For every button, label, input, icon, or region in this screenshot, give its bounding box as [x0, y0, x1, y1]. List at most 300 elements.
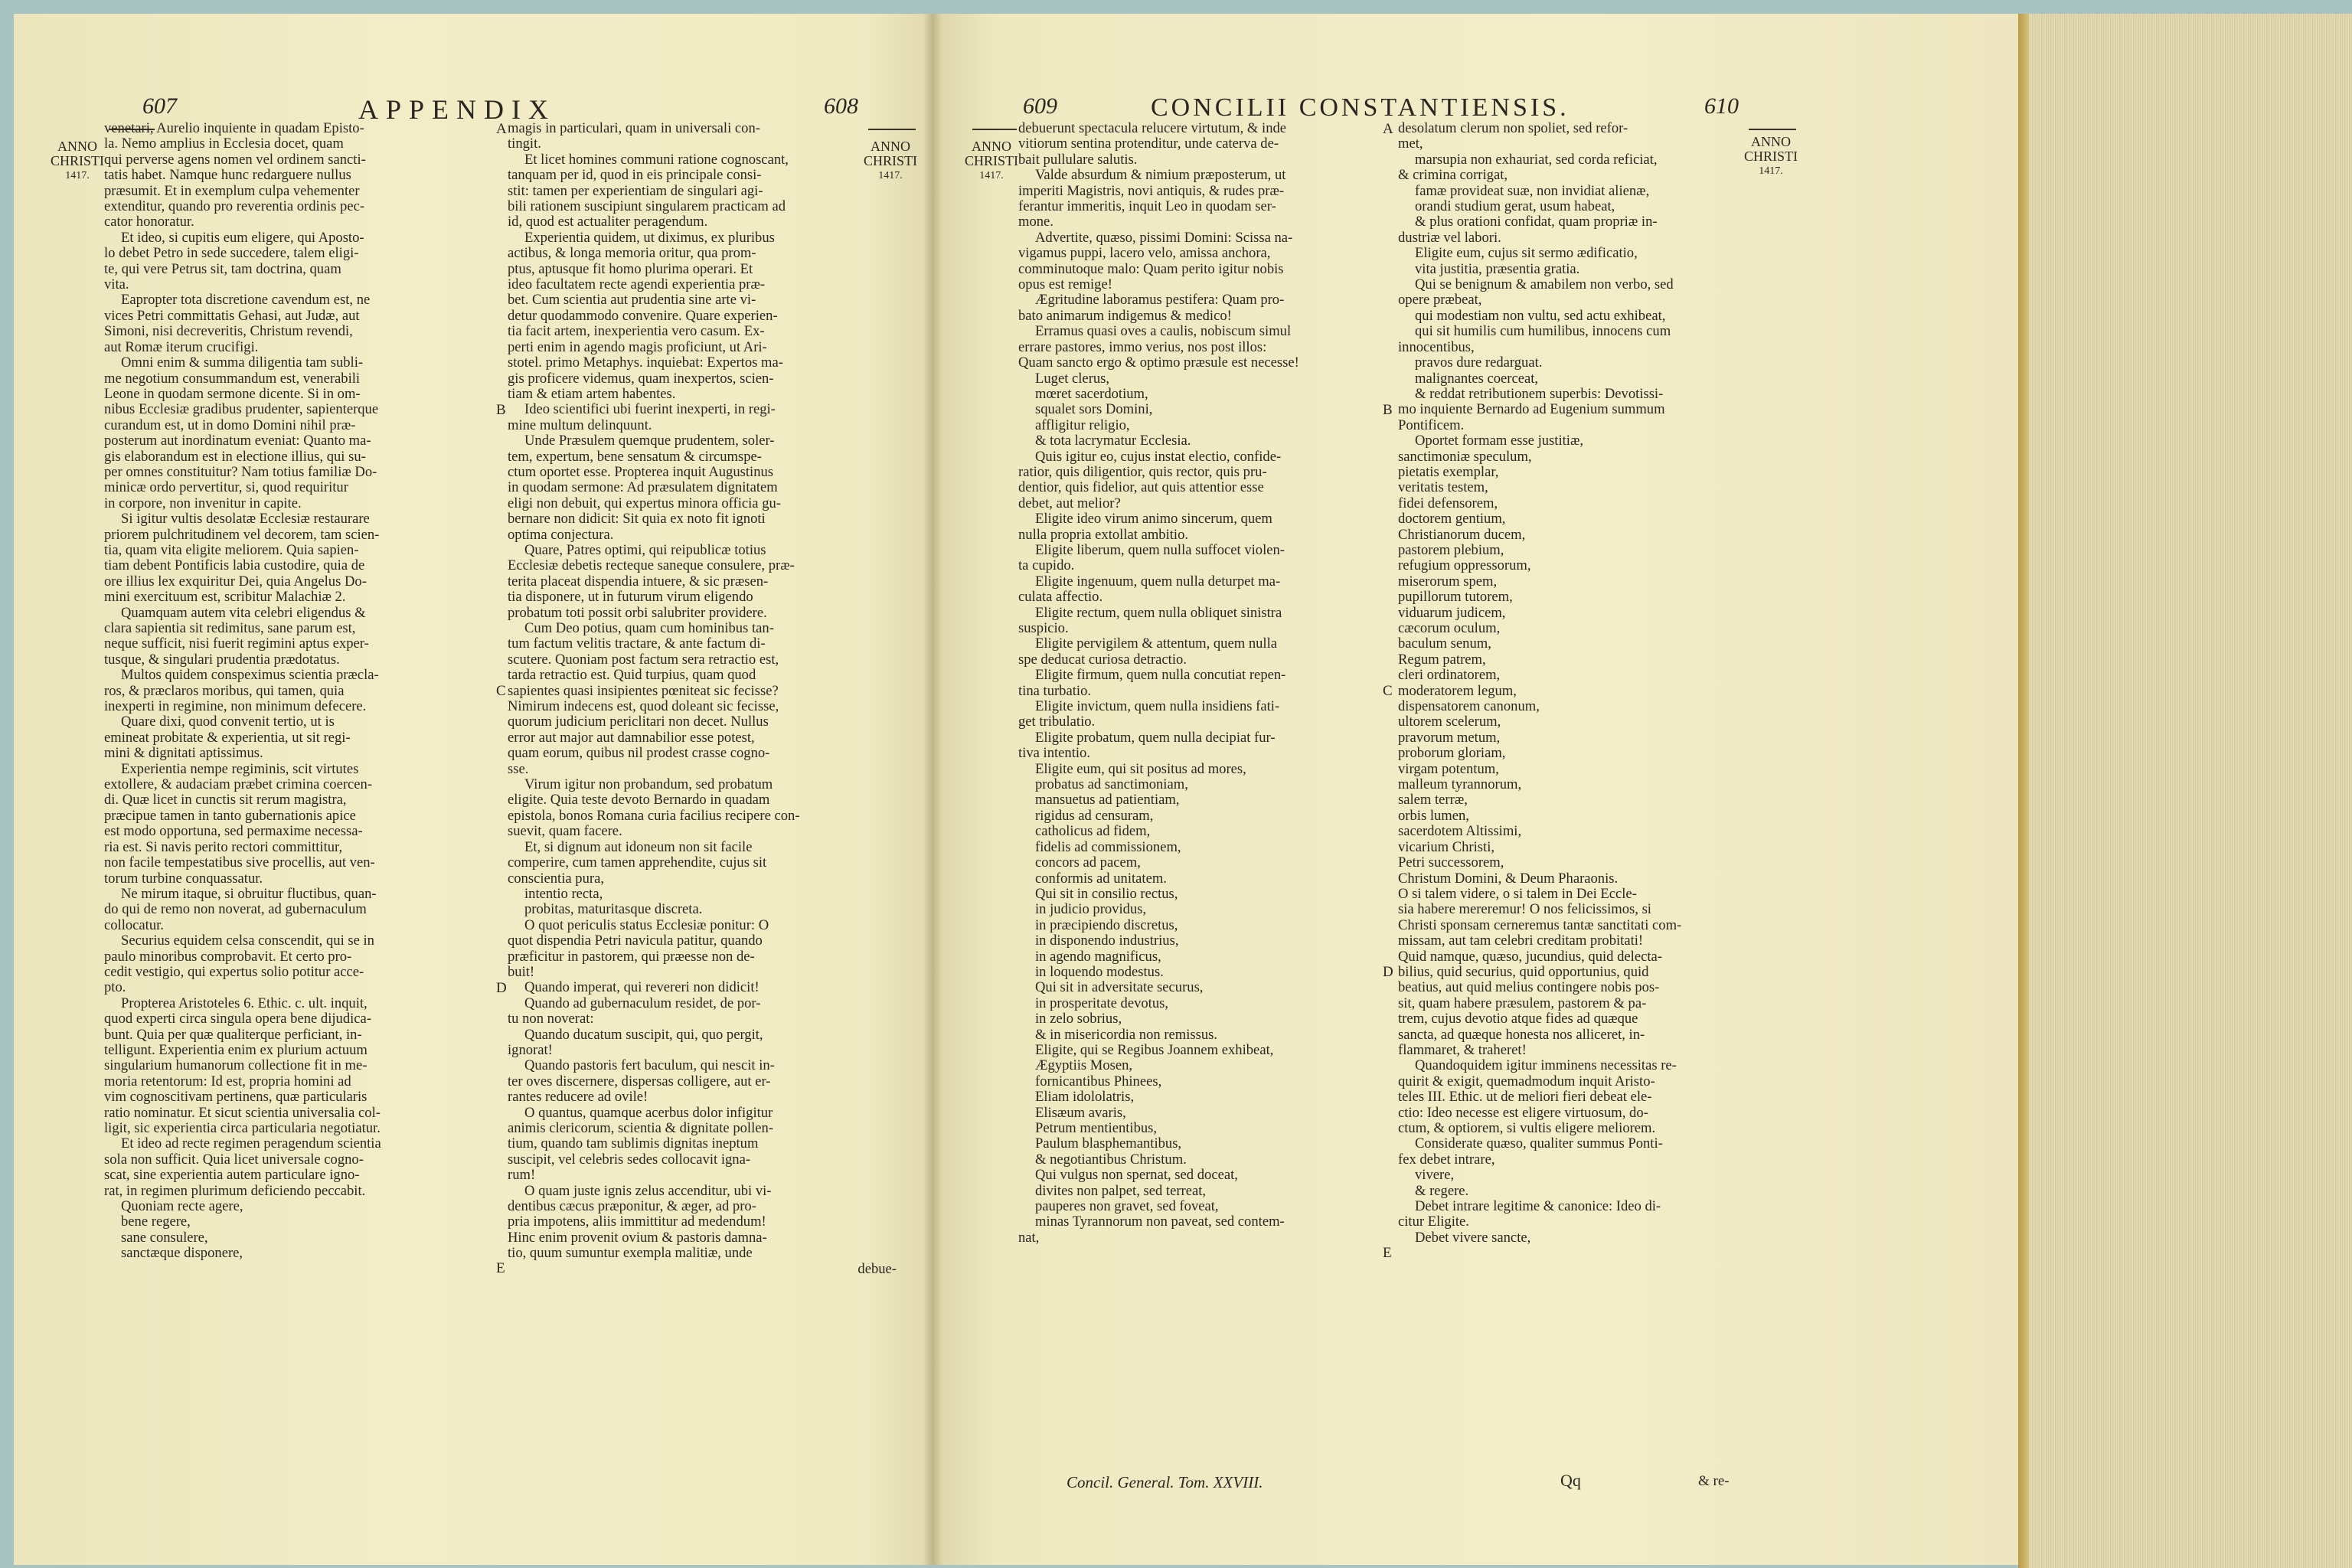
text-line: curandum est, ut in domo Domini nihil præ-: [104, 417, 356, 433]
text-line: pria impotens, aliis immittitur ad medendum!: [508, 1214, 766, 1230]
text-line: me negotium consummandum est, venerabili: [104, 371, 361, 387]
text-line: vigamus puppi, lacero velo, amissa anchora,: [1018, 246, 1271, 262]
text-line: telligunt. Experientia enim ex plurium actuum: [104, 1042, 368, 1058]
text-line: in judicio providus,: [1035, 902, 1147, 918]
text-line: cator honoratur.: [104, 214, 194, 230]
text-line: clara sapientia sit redimitus, sane parum est,: [104, 621, 356, 636]
text-line: errare pastores, immo verius, nos post illos:: [1018, 339, 1267, 355]
text-line: Quando pastoris fert baculum, qui nescit in-: [524, 1058, 775, 1074]
text-line: O quot periculis status Ecclesiæ ponitur: O: [524, 917, 769, 933]
text-line: stit: tamen per experientiam de singulari agi-: [508, 183, 763, 199]
text-line: Paulum blasphemantibus,: [1035, 1136, 1182, 1152]
text-line: salem terræ,: [1398, 792, 1468, 808]
text-line: in loquendo modestus.: [1035, 964, 1164, 980]
text-line: animis clericorum, scientia & dignitate pollen-: [508, 1121, 773, 1136]
text-line: in corpore, non invenitur in capite.: [104, 495, 302, 511]
text-line: Ægyptiis Mosen,: [1035, 1058, 1133, 1074]
text-line: terita placeat dispendia intuere, & sic præsen-: [508, 573, 769, 590]
text-line: in zelo sobrius,: [1035, 1011, 1122, 1027]
right-page-column-1: [1018, 121, 1386, 1246]
text-line: Quare dixi, quod convenit tertio, ut is: [121, 714, 335, 730]
text-line: Et licet homines communi ratione cognoscant,: [524, 152, 789, 168]
text-line: fex debet intrare,: [1398, 1152, 1495, 1168]
text-line: Eligite ideo virum animo sincerum, quem: [1035, 511, 1272, 528]
text-line: in prosperitate devotus,: [1035, 995, 1169, 1011]
text-line: Unde Præsulem quemque prudentem, soler-: [524, 433, 775, 449]
text-line: comperire, cum tamen apprehendite, cujus sit: [508, 855, 767, 871]
text-line: & in misericordia non remissus.: [1035, 1027, 1218, 1043]
text-line: Virum igitur non probandum, sed probatum: [524, 777, 773, 793]
sigle-e-right: E: [1383, 1245, 1392, 1261]
text-line: tia, quam vita eligite meliorem. Quia sapien-: [104, 542, 359, 558]
text-line: sola non sufficit. Quia licet universale cogno-: [104, 1152, 364, 1168]
text-line: singularium humanorum collectione fit in me-: [104, 1058, 368, 1074]
text-line: detur quodammodo convenire. Quare experien-: [508, 308, 778, 324]
text-line: ratior, quis diligentior, quis rector, quis pru-: [1018, 464, 1267, 480]
text-line: perti enim in agendo magis proficiunt, ut Ari-: [508, 339, 767, 355]
text-line: vitiorum sentina protenditur, unde caterva de-: [1018, 136, 1279, 152]
text-line: ter oves discernere, dispersas colligere, aut er-: [508, 1073, 771, 1089]
text-line: baculum senum,: [1398, 636, 1491, 652]
text-line: fornicantibus Phinees,: [1035, 1073, 1162, 1089]
text-line: conscientia pura,: [508, 871, 604, 887]
text-line: get tribulatio.: [1018, 714, 1096, 730]
text-line: qui sit humilis cum humilibus, innocens cum: [1415, 324, 1671, 340]
text-line: pauperes non gravet, sed foveat,: [1035, 1199, 1219, 1215]
text-line: mini & dignitati aptissimus.: [104, 746, 263, 762]
text-line: inexperti in regimine, non minimum defecere.: [104, 699, 367, 715]
text-line: debuerunt spectacula relucere virtutum, & inde: [1018, 121, 1287, 136]
text-line: met,: [1398, 136, 1423, 152]
text-line: Hinc enim provenit ovium & pastoris damna-: [508, 1230, 767, 1246]
left-page: [14, 14, 933, 1565]
text-line: probitas, maturitasque discreta.: [524, 902, 703, 918]
text-line: tia facit artem, inexperientia vero casum. Ex-: [508, 324, 765, 340]
text-line: tio, quum sumuntur exempla malitiæ, unde: [508, 1246, 753, 1262]
text-line: rigidus ad censuram,: [1035, 808, 1154, 824]
text-line: pupillorum tutorem,: [1398, 590, 1513, 606]
text-line: la. Nemo amplius in Ecclesia docet, quam: [104, 136, 344, 152]
text-line: in disponendo industrius,: [1035, 933, 1179, 949]
text-line: actibus, & longa memoria oritur, qua prom-: [508, 246, 756, 262]
text-line: Quid namque, quæso, jucundius, quid delecta-: [1398, 949, 1662, 965]
text-line: ros, & præclaros moribus, qui tamen, quia: [104, 683, 345, 699]
text-line: & tota lacrymatur Ecclesia.: [1035, 433, 1191, 449]
signature-mark: Qq: [1560, 1471, 1581, 1490]
text-line: conformis ad unitatem.: [1035, 871, 1167, 887]
text-line: virgam potentum,: [1398, 761, 1499, 777]
text-line: Eligite pervigilem & attentum, quem nulla: [1035, 636, 1278, 652]
text-line: bait pullulare salutis.: [1018, 152, 1138, 168]
text-line: bilius, quid securius, quid opportunius, quid: [1398, 964, 1649, 980]
text-line: Simoni, nisi decreveritis, Christum revendi,: [104, 324, 353, 340]
text-line: mansuetus ad patientiam,: [1035, 792, 1180, 808]
text-line: Advertite, quæso, pissimi Domini: Scissa na-: [1035, 230, 1293, 246]
text-line: eligi non debuit, qui expertus minora officia gu-: [508, 495, 781, 511]
text-line: Eligite probatum, quem nulla decipiat fur-: [1035, 730, 1276, 746]
text-line: ctum oportet esse. Propterea inquit Augustinus: [508, 464, 774, 480]
catchword: & re-: [1698, 1473, 1730, 1489]
sigle-a-right: A: [1383, 121, 1393, 137]
text-line: proborum gloriam,: [1398, 746, 1506, 762]
text-line: est modo opportuna, sed permaxime necessa-: [104, 824, 363, 840]
text-line: & regere.: [1415, 1183, 1469, 1199]
margin-note-anno-christi-inner: ANNO CHRISTI 1417.: [864, 139, 918, 181]
text-line: emineat probitate & experientia, ut sit regi-: [104, 730, 351, 746]
text-line: sane consulere,: [121, 1230, 208, 1246]
footer-collection-title: Concil. General. Tom. XXVIII.: [1067, 1473, 1263, 1491]
text-line: sse.: [508, 761, 529, 777]
text-line: qui perverse agens nomen vel ordinem sancti-: [104, 152, 366, 168]
text-line: Eligite eum, cujus sit sermo ædificatio,: [1415, 246, 1638, 262]
text-line: præcipue tamen in tanto gubernationis apice: [104, 808, 356, 824]
text-line: innocentibus,: [1398, 339, 1475, 355]
text-line: mœret sacerdotium,: [1035, 386, 1148, 402]
text-line: Quamquam autem vita celebri eligendus &: [121, 605, 366, 621]
text-line: Pontificem.: [1398, 417, 1465, 433]
text-line: tiam & etiam artem habentes.: [508, 386, 676, 402]
text-line: imperiti Magistris, novi antiquis, & rudes præ-: [1018, 183, 1285, 199]
text-line: id, quod est actualiter peragendum.: [508, 214, 708, 230]
text-line: Quandoquidem igitur imminens necessitas re-: [1415, 1058, 1677, 1074]
text-line: bene regere,: [121, 1214, 191, 1230]
text-line: Quando ad gubernaculum residet, de por-: [524, 995, 761, 1011]
text-line: ignorat!: [508, 1042, 553, 1058]
text-line: dentior, quis fidelior, aut quis attentior esse: [1018, 480, 1264, 496]
text-line: torum turbine conquassatur.: [104, 871, 263, 887]
text-line: gis elaborandum est in electione illius, qui su-: [104, 449, 366, 465]
sigle-d: D: [496, 980, 507, 996]
page-number-608: 608: [824, 93, 858, 119]
text-line: rantes reducere ad ovile!: [508, 1089, 648, 1106]
text-line: collocatur.: [104, 917, 164, 933]
text-line: & reddat retributionem superbis: Devotissi-: [1415, 386, 1664, 402]
text-line: extenditur, quando pro reverentia ordinis pec-: [104, 199, 365, 215]
page-number-609: 609: [1023, 93, 1057, 119]
text-line: Multos quidem conspeximus scientia præcla-: [121, 668, 379, 684]
text-line: præsumit. Et in exemplum culpa vehementer: [104, 183, 360, 199]
text-line: tia disponere, ut in futurum virum eligendo: [508, 590, 753, 606]
text-line: fidelis ad commissionem,: [1035, 839, 1181, 855]
text-line: miserorum spem,: [1398, 573, 1498, 590]
text-line: spe deducat curiosa detractio.: [1018, 652, 1187, 668]
text-line: Qui vulgus non spernat, sed doceat,: [1035, 1168, 1238, 1184]
text-line: O quam juste ignis zelus accenditur, ubi vi-: [524, 1183, 772, 1199]
text-line: vita justitia, præsentia gratia.: [1415, 261, 1580, 277]
text-line: bili rationem suscipiunt singularem practicam ad: [508, 199, 786, 215]
text-line: missam, aut tam celebri creditam probitati!: [1398, 933, 1644, 949]
left-page-column-2: [508, 121, 897, 1277]
text-line: neque sufficit, nisi fuerit regimini aptus exper-: [104, 636, 369, 652]
text-line: Considerate quæso, qualiter summus Ponti-: [1415, 1136, 1663, 1152]
text-line: Eliam idololatris,: [1035, 1089, 1135, 1106]
text-line: Petri successorem,: [1398, 855, 1504, 871]
text-line: tium, quando tam sublimis dignitas ineptum: [508, 1136, 759, 1152]
text-line: Erramus quasi oves a caulis, nobiscum simul: [1035, 324, 1292, 340]
text-line: bernare non didicit: Sit quia ex noto fit ignoti: [508, 511, 766, 528]
text-line: do qui de remo non noverat, ad gubernaculum: [104, 902, 367, 918]
page-number-610: 610: [1704, 93, 1739, 119]
text-line: pravorum metum,: [1398, 730, 1501, 746]
text-line: bunt. Quia per quæ qualiterque perficiant, in-: [104, 1027, 362, 1043]
margin-note-anno-christi: ANNO CHRISTI 1417.: [51, 139, 105, 181]
text-line: tem, expertum, bene sensatum & circumspe-: [508, 449, 763, 465]
text-line: cæcorum oculum,: [1398, 621, 1501, 636]
left-page-column-1: [104, 121, 498, 1262]
running-head-left: [14, 93, 933, 124]
text-line: Luget clerus,: [1035, 371, 1110, 387]
text-line: fidei defensorem,: [1398, 495, 1498, 511]
text-line: Ideo scientifici ubi fuerint inexperti, in regi-: [524, 402, 776, 418]
text-line: vicarium Christi,: [1398, 839, 1495, 855]
margin-note-anno-christi-right-inner: ANNO CHRISTI 1417.: [965, 139, 1019, 181]
text-line: Quam sancto ergo & optimo præsule est necesse!: [1018, 355, 1299, 371]
text-line: Ecclesiæ debetis recteque saneque consulere, præ-: [508, 558, 795, 574]
text-line: orbis lumen,: [1398, 808, 1469, 824]
text-line: Leone in quodam sermone dicente. Si in om-: [104, 386, 361, 402]
text-line: comminutoque malo: Quam perito igitur nobis: [1018, 261, 1284, 277]
text-line: per omnes constituitur? Nam totius familiæ Do-: [104, 464, 377, 480]
text-line: pravos dure redarguat.: [1415, 355, 1543, 371]
text-line: Ne mirum itaque, si obruitur fluctibus, quan-: [121, 886, 377, 902]
sigle-b-right: B: [1383, 402, 1393, 418]
text-line: Quando imperat, qui revereri non didicit!: [524, 980, 760, 996]
text-line: tarda retractio est. Quid turpius, quam quod: [508, 668, 756, 684]
text-line: Eligite ingenuum, quem nulla deturpet ma-: [1035, 573, 1281, 590]
text-line: Quis igitur eo, cujus instat electio, confide-: [1035, 449, 1282, 465]
text-line: moria retentorum: Id est, propria homini ad: [104, 1073, 351, 1089]
text-line: vita.: [104, 277, 129, 293]
text-line: magis in particulari, quam in universali con-: [508, 121, 760, 136]
text-line: Regum patrem,: [1398, 652, 1486, 668]
sigle-d-right: D: [1383, 964, 1393, 980]
text-line: buit!: [508, 964, 535, 980]
sigle-b: B: [496, 402, 506, 418]
text-line: affligitur religio,: [1035, 417, 1130, 433]
text-line: ideo facultatem recte agendi experientia præ-: [508, 277, 766, 293]
text-line: vim cognoscitivam pertinens, quæ particularis: [104, 1089, 368, 1106]
text-line: debue-: [858, 1261, 897, 1277]
text-line: ratio nominatur. Et sicut scientia universalia col-: [104, 1105, 381, 1121]
text-line: minas Tyrannorum non paveat, sed contem-: [1035, 1214, 1285, 1230]
text-line: nulla propria extollat ambitio.: [1018, 527, 1189, 543]
text-line: ultorem scelerum,: [1398, 714, 1501, 730]
text-line: Eligite liberum, quem nulla suffocet violen-: [1035, 542, 1285, 558]
text-line: ta cupido.: [1018, 558, 1075, 574]
text-line: Nimirum indecens est, quod doleant sic fecisse,: [508, 699, 779, 715]
text-line: Debet vivere sancte,: [1415, 1230, 1531, 1246]
text-line: nibus Ecclesiæ gradibus prudenter, sapienterque: [104, 402, 379, 418]
text-line: Quoniam recte agere,: [121, 1199, 243, 1215]
text-line: Qui se benignum & amabilem non verbo, sed: [1415, 277, 1674, 293]
text-line: suspicio.: [1018, 621, 1069, 636]
text-line: O quantus, quamque acerbus dolor infigitur: [524, 1105, 773, 1121]
text-line: tiva intentio.: [1018, 746, 1090, 762]
text-line: ferantur immeritis, inquit Leo in quodam ser-: [1018, 199, 1276, 215]
text-line: O si talem videre, o si talem in Dei Eccle-: [1398, 886, 1637, 902]
text-line: Eligite eum, qui sit positus ad mores,: [1035, 761, 1246, 777]
text-line: mini exercituum est, scribitur Malachiæ 2.: [104, 590, 346, 606]
text-line: flammaret, & traheret!: [1398, 1042, 1527, 1058]
text-line: paulo minoribus comprobavit. Et certo pro-: [104, 949, 352, 965]
sigle-e: E: [496, 1260, 505, 1276]
text-line: desolatum clerum non spoliet, sed refor-: [1398, 121, 1628, 136]
text-line: Eligite rectum, quem nulla obliquet sinistra: [1035, 605, 1282, 621]
text-line: Christi sponsam cerneremus tantæ sanctitati com-: [1398, 917, 1682, 933]
text-line: ctum, & optiorem, si vultis eligere meliorem.: [1398, 1121, 1656, 1136]
text-line: qui modestiam non vultu, sed actu exhibeat,: [1415, 308, 1666, 324]
text-line: marsupia non exhauriat, sed corda reficiat,: [1415, 152, 1658, 168]
text-line: ctio: Ideo necesse est eligere virtuosum, do-: [1398, 1105, 1648, 1121]
text-line: præficitur in pastorem, qui præesse non de-: [508, 949, 755, 965]
text-line: aut Romæ iterum crucifigi.: [104, 339, 259, 355]
text-line: ptus, aptusque fit homo plurima operari. Et: [508, 261, 753, 277]
text-line: quod experti circa singula opera bene dijudica-: [104, 1011, 372, 1027]
text-line: quot dispendia Petri navicula patitur, quando: [508, 933, 763, 949]
sigle-a: A: [496, 121, 507, 137]
text-line: beatius, aut quid melius contingere nobis pos-: [1398, 980, 1660, 996]
text-line: tanquam per id, quod in eis principale consi-: [508, 168, 762, 184]
text-line: tina turbatio.: [1018, 683, 1092, 699]
text-line: Quare, Patres optimi, qui reipublicæ totius: [524, 542, 766, 558]
text-line: bet. Cum scientia aut prudentia sine arte vi-: [508, 292, 756, 309]
text-line: suscipit, vel celebris sedes collocavit igna-: [508, 1152, 751, 1168]
text-line: malignantes coerceat,: [1415, 371, 1539, 387]
book-gutter: [923, 14, 942, 1565]
text-line: dispensatorem canonum,: [1398, 699, 1540, 715]
text-line: citur Eligite.: [1398, 1214, 1469, 1230]
text-line: Oportet formam esse justitiæ,: [1415, 433, 1583, 449]
text-line: Propterea Aristoteles 6. Ethic. c. ult. inquit,: [121, 995, 368, 1011]
text-line: in agendo magnificus,: [1035, 949, 1161, 965]
text-line: Christum Domini, & Deum Pharaonis.: [1398, 871, 1619, 887]
text-line: ore illius lex exquiritur Dei, quia Angelus Do-: [104, 573, 367, 590]
text-line: rat, in regimen plurimum deficiendo peccabit.: [104, 1183, 366, 1199]
text-line: Eligite invictum, quem nulla insidiens fati-: [1035, 699, 1280, 715]
text-line: Experientia quidem, ut diximus, ex pluribus: [524, 230, 775, 246]
running-head-right: [933, 93, 1851, 124]
text-line: intentio recta,: [524, 886, 603, 902]
text-line: scat, sine experientia autem particulare igno-: [104, 1168, 360, 1184]
text-line: tatis habet. Namque hunc redarguere nullus: [104, 168, 351, 184]
text-line: error aut major aut damnabilior esse potest,: [508, 730, 755, 746]
text-line: Debet intrare legitime & canonice: Ideo di-: [1415, 1199, 1661, 1215]
text-line: Cum Deo potius, quam cum hominibus tan-: [524, 621, 774, 636]
text-line: pastorem plebium,: [1398, 542, 1504, 558]
text-line: venetari, Aurelio inquiente in quadam Episto-: [104, 121, 364, 136]
text-line: famæ provideat suæ, non invidiat alienæ,: [1415, 183, 1650, 199]
text-line: tu non noverat:: [508, 1011, 594, 1027]
text-line: culata affectio.: [1018, 590, 1103, 606]
text-line: pietatis exemplar,: [1398, 464, 1499, 480]
text-line: non facile tempestatibus sive procellis, aut ven-: [104, 855, 375, 871]
text-line: quirit & exigit, quemadmodum inquit Aristo-: [1398, 1073, 1655, 1089]
text-line: quorum judicium periclitari non decet. Nullus: [508, 714, 769, 730]
text-line: & negotiantibus Christum.: [1035, 1152, 1187, 1168]
text-line: veritatis testem,: [1398, 480, 1488, 496]
text-line: sancta, ad quæque honesta nos alliceret, in-: [1398, 1027, 1645, 1043]
page-number-607: 607: [142, 93, 177, 119]
text-line: quam eorum, quibus nil prodest crasse cogno-: [508, 746, 770, 762]
text-line: refugium oppressorum,: [1398, 558, 1531, 574]
text-line: Qui sit in adversitate securus,: [1035, 980, 1204, 996]
text-line: bato animarum indigemus & medico!: [1018, 308, 1232, 324]
text-line: Securius equidem celsa conscendit, qui se in: [121, 933, 374, 949]
text-line: Eligite firmum, quem nulla concutiat repen-: [1035, 668, 1286, 684]
head-rule-right-right-page: [1749, 129, 1796, 130]
text-line: dustriæ vel labori.: [1398, 230, 1501, 246]
text-line: orandi studium gerat, usum habeat,: [1415, 199, 1615, 215]
text-line: rum!: [508, 1168, 536, 1184]
text-line: doctorem gentium,: [1398, 511, 1506, 528]
text-line: Eligite, qui se Regibus Joannem exhibeat,: [1035, 1042, 1274, 1058]
sigle-c-right: C: [1383, 683, 1393, 699]
text-line: concors ad pacem,: [1035, 855, 1141, 871]
text-line: Eapropter tota discretione cavendum est, ne: [121, 292, 371, 309]
book-spread: [14, 14, 2020, 1565]
text-line: Qui sit in consilio rectus,: [1035, 886, 1178, 902]
text-line: cedit vestigio, qui expertus solio potitur acce-: [104, 964, 364, 980]
text-line: ria est. Si navis perito rectori committitur,: [104, 839, 343, 855]
running-title-appendix: APPENDIX: [358, 94, 557, 125]
text-line: malleum tyrannorum,: [1398, 777, 1522, 793]
text-line: tum factum velitis tractare, & ante factum di-: [508, 636, 766, 652]
text-line: opere præbeat,: [1398, 292, 1482, 309]
sigle-c: C: [496, 683, 506, 699]
text-line: Et, si dignum aut idoneum non sit facile: [524, 839, 753, 855]
page-edges: [2018, 14, 2352, 1568]
text-line: probatum toti possit orbi salubriter providere.: [508, 605, 767, 621]
text-line: sia habere mereremur! O nos felicissimos, si: [1398, 902, 1651, 918]
text-line: tiam debent Pontificis labia custodire, quia de: [104, 558, 365, 574]
text-line: Experientia nempe regiminis, scit virtutes: [121, 761, 359, 777]
text-line: Omni enim & summa diligentia tam subli-: [121, 355, 364, 371]
text-line: viduarum judicem,: [1398, 605, 1506, 621]
text-line: Christianorum ducem,: [1398, 527, 1526, 543]
text-line: Petrum mentientibus,: [1035, 1121, 1158, 1136]
text-line: squalet sors Domini,: [1035, 402, 1153, 418]
text-line: & crimina corrigat,: [1398, 168, 1508, 184]
text-line: sit, quam habere præsulem, pastorem & pa-: [1398, 995, 1647, 1011]
text-line: extollere, & audaciam præbet crimina coercen-: [104, 777, 373, 793]
text-line: lo debet Petro in sede succedere, talem eligi-: [104, 246, 359, 262]
text-line: sanctimoniæ speculum,: [1398, 449, 1532, 465]
head-rule-left-right-page: [972, 129, 1017, 130]
text-line: Et ideo, si cupitis eum eligere, qui Aposto-: [121, 230, 364, 246]
text-line: stotel. primo Metaphys. inquiebat: Expertos ma-: [508, 355, 783, 371]
margin-note-anno-christi-right-outer: ANNO CHRISTI 1417.: [1744, 134, 1798, 177]
right-page-column-2: [1398, 121, 1750, 1246]
text-line: sacerdotem Altissimi,: [1398, 824, 1522, 840]
running-title-concilii: CONCILII CONSTANTIENSIS.: [1151, 93, 1570, 122]
text-line: teles III. Ethic. ut de meliori fieri debeat ele-: [1398, 1089, 1652, 1106]
text-line: sanctæque disponere,: [121, 1246, 243, 1262]
text-line: ligit, sic experientia circa particularia negotiatur.: [104, 1121, 381, 1136]
text-line: vivere,: [1415, 1168, 1455, 1184]
right-page: [933, 14, 2020, 1565]
text-line: dentibus cæcus præponitur, & æger, ad pro-: [508, 1199, 756, 1215]
text-line: di. Quæ licet in cunctis sit rerum magistra,: [104, 792, 347, 808]
text-line: sapientes quasi insipientes pœniteat sic fecisse?: [508, 683, 779, 699]
text-line: Et ideo ad recte regimen peragendum scientia: [121, 1136, 381, 1152]
text-line: in quodam sermone: Ad præsulatem dignitatem: [508, 480, 778, 496]
text-line: Si igitur vultis desolatæ Ecclesiæ restaurare: [121, 511, 370, 528]
text-line: divites non palpet, sed terreat,: [1035, 1183, 1207, 1199]
text-line: tusque, & singulari prudentia prædotatus.: [104, 652, 340, 668]
text-line: mine multum delinquunt.: [508, 417, 652, 433]
text-line: mone.: [1018, 214, 1054, 230]
text-line: pto.: [104, 980, 126, 996]
